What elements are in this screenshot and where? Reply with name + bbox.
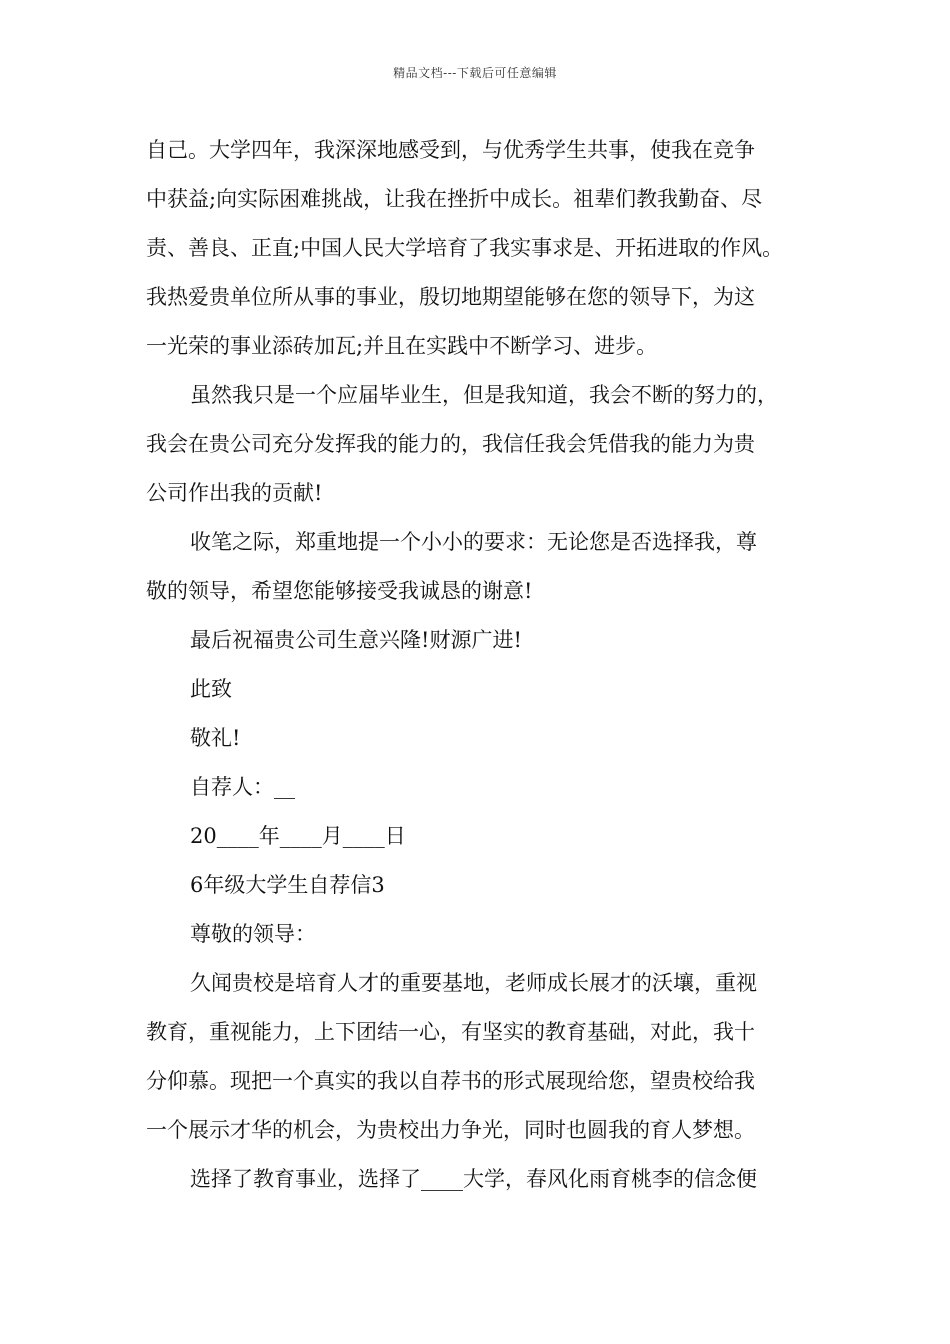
text-line: 我热爱贵单位所从事的事业，殷切地期望能够在您的领导下，为这 <box>146 285 755 309</box>
greeting-line: 尊敬的领导： <box>190 922 316 946</box>
signature-line: 自荐人：__ <box>190 775 295 799</box>
text-line: 虽然我只是一个应届毕业生，但是我知道，我会不断的努力的， <box>190 383 778 407</box>
page-header: 精品文档---下载后可任意编辑 <box>393 66 557 80</box>
text-line: 久闻贵校是培育人才的重要基地，老师成长展才的沃壤，重视 <box>190 971 757 995</box>
text-line: 责、善良、正直;中国人民大学培育了我实事求是、开拓进取的作风。 <box>146 236 784 260</box>
text-line: 公司作出我的贡献! <box>146 481 323 505</box>
text-line: 教育，重视能力，上下团结一心，有坚实的教育基础，对此，我十 <box>146 1020 755 1044</box>
closing-line: 此致 <box>190 677 232 701</box>
date-line: 20____年____月____日 <box>190 824 406 848</box>
document-body <box>146 132 826 1210</box>
text-line: 自己。大学四年，我深深地感受到，与优秀学生共事，使我在竞争 <box>146 138 755 162</box>
text-line: 我会在贵公司充分发挥我的能力的，我信任我会凭借我的能力为贵 <box>146 432 755 456</box>
text-line: 选择了教育事业，选择了____大学，春风化雨育桃李的信念便 <box>190 1167 757 1191</box>
text-line: 敬的领导，希望您能够接受我诚恳的谢意! <box>146 579 533 603</box>
text-line: 收笔之际，郑重地提一个小小的要求：无论您是否选择我，尊 <box>190 530 757 554</box>
text-line: 中获益;向实际困难挑战，让我在挫折中成长。祖辈们教我勤奋、尽 <box>146 187 763 211</box>
salutation-line: 敬礼! <box>190 726 241 750</box>
text-line: 一光荣的事业添砖加瓦;并且在实践中不断学习、进步。 <box>146 334 658 358</box>
text-line: 分仰慕。现把一个真实的我以自荐书的形式展现给您，望贵校给我 <box>146 1069 755 1093</box>
text-line: 一个展示才华的机会，为贵校出力争光，同时也圆我的育人梦想。 <box>146 1118 755 1142</box>
text-line: 最后祝福贵公司生意兴隆!财源广进! <box>190 628 522 652</box>
section-title: 6年级大学生自荐信3 <box>190 873 385 897</box>
